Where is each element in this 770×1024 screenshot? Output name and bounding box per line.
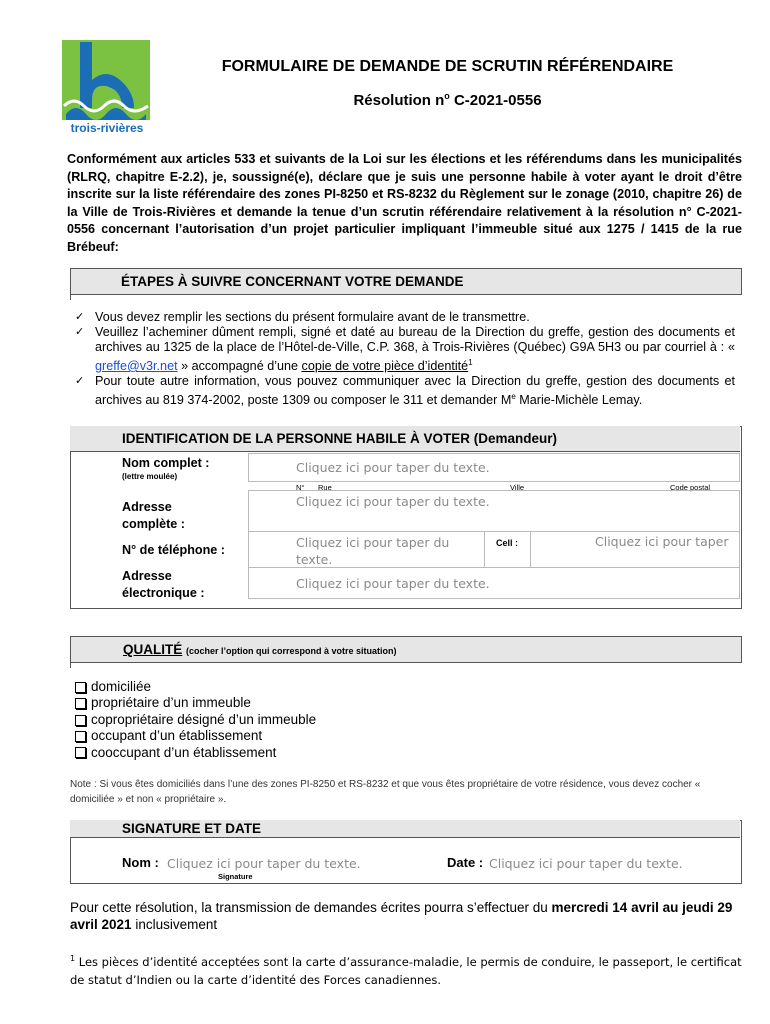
cell-label: Cell :: [496, 538, 519, 548]
name-input[interactable]: Cliquez ici pour taper du texte.: [248, 453, 740, 482]
col-postal: Code postal: [670, 483, 711, 492]
identification-header: IDENTIFICATION DE LA PERSONNE HABILE À VOTER (Demandeur): [70, 426, 740, 452]
address-label: Adresse complète :: [122, 500, 185, 531]
email-input[interactable]: Cliquez ici pour taper du texte.: [248, 567, 740, 599]
email-label: Adresse électronique :: [122, 569, 205, 600]
name-label: Nom complet :: [122, 456, 210, 470]
steps-header: [70, 268, 742, 295]
signature-header: [70, 820, 740, 838]
signature-name-label: Nom :: [122, 855, 159, 870]
page-title: FORMULAIRE DE DEMANDE DE SCRUTIN RÉFÉRENDAIRE: [221, 58, 674, 75]
option-cooccupant[interactable]: cooccupant d’un établissement: [75, 745, 316, 761]
steps-heading: ÉTAPES À SUIVRE CONCERNANT VOTRE DEMANDE: [121, 274, 464, 289]
email-link[interactable]: greffe@v3r.net: [95, 359, 178, 374]
date-label: Date :: [447, 855, 484, 870]
phone-input[interactable]: Cliquez ici pour taper du texte.: [248, 531, 485, 568]
checkbox-icon[interactable]: [75, 698, 86, 709]
signature-name-input[interactable]: Cliquez ici pour taper du texte.: [167, 856, 361, 871]
col-no: N°: [296, 483, 305, 492]
qualite-divider: [70, 662, 72, 668]
name-note: (lettre moulée): [122, 472, 178, 481]
step-item: ✓ Veuillez l’acheminer dûment rempli, signé et daté au bureau de la Direction du greffe, gestion des documents et archives au 1325 de la place de l’Hôtel-de-Ville, C.P. 368, à Trois-Rivières (Québec) G9A 5H3 ou par courriel à : « greffe@v3r.net » accompagné d’une copie de votre pièce d’identité$^1$: [75, 325, 735, 374]
cell-input[interactable]: Cliquez ici pour taper: [530, 531, 740, 568]
phone-label: N° de téléphone :: [122, 543, 225, 557]
option-coproprietaire[interactable]: copropriétaire désigné d’un immeuble: [75, 712, 316, 728]
step-item: ✓ Vous devez remplir les sections du présent formulaire avant de le transmettre.: [75, 310, 530, 324]
steps-divider: [70, 294, 72, 300]
check-icon: ✓: [75, 311, 85, 323]
address-input[interactable]: Cliquez ici pour taper du texte.: [248, 490, 740, 532]
qualite-options: [75, 679, 316, 761]
signature-caption: Signature: [218, 872, 253, 881]
logo-text: trois-rivières: [70, 121, 144, 135]
option-domiciliee[interactable]: domiciliée: [75, 679, 316, 695]
col-city: Ville: [510, 483, 525, 492]
resolution-number: Résolution $n^o$ C-2021-0556: [353, 91, 542, 109]
qualite-header: QUALITÉ (cocher l’option qui correspond à votre situation): [70, 636, 742, 663]
signature-heading: SIGNATURE ET DATE: [122, 821, 262, 836]
transmission-period: Pour cette résolution, la transmission de demandes écrites pourra s’effectuer du mercredi 14 avril au jeudi 29 avril 2021 inclusivement: [70, 900, 733, 932]
qualite-heading: QUALITÉ: [123, 642, 183, 657]
checkbox-icon[interactable]: [75, 682, 86, 693]
option-occupant[interactable]: occupant d’un établissement: [75, 728, 316, 744]
note-text: Note : Si vous êtes domiciliés dans l’une des zones PI-8250 et RS-8232 et que vous êtes propriétaire de votre résidence, vous devez cocher « domiciliée » et non « propriétaire ».: [70, 779, 701, 805]
checkbox-icon[interactable]: [75, 715, 86, 726]
step-item: ✓ Pour toute autre information, vous pouvez communiquer avec la Direction du greffe, gestion des documents et archives au 819 374-2002, poste 1309 ou composer le 311 et demander Me Marie-Michèle Lemay.: [75, 374, 735, 408]
checkbox-icon[interactable]: [75, 731, 86, 742]
col-street: Rue: [318, 483, 332, 492]
identification-heading: IDENTIFICATION DE LA PERSONNE HABILE À VOTER: [122, 431, 471, 446]
checkbox-icon[interactable]: [75, 747, 86, 758]
footnote: $^1$ Les pièces d’identité acceptées sont la carte d’assurance-maladie, le permis de conduire, le passeport, le certificat de statut d’Indien ou la carte d’identité des Forces canadiennes.: [70, 954, 742, 987]
option-proprietaire[interactable]: propriétaire d’un immeuble: [75, 695, 316, 711]
date-input[interactable]: Cliquez ici pour taper du texte.: [489, 856, 683, 871]
check-icon: ✓: [75, 326, 85, 338]
intro-paragraph: Conformément aux articles 533 et suivants de la Loi sur les élections et les référendums dans les municipalités (RLRQ, chapitre E-2.2), je, soussigné(e), déclare que je suis une personne habile à voter ayant le droit d’être inscrite sur la liste référendaire des zones PI-8250 et RS-8232 du Règlement sur le zonage (2010, chapitre 26) de la Ville de Trois-Rivières et demande la tenue d’un scrutin référendaire relativement à la résolution n° C-2021-0556 concernant l’autorisation d’un projet particulier impliquant l’immeuble situé aux 1275 / 1415 de la rue Brébeuf:: [67, 152, 742, 254]
steps-list: [75, 310, 735, 408]
check-icon: ✓: [75, 375, 85, 388]
